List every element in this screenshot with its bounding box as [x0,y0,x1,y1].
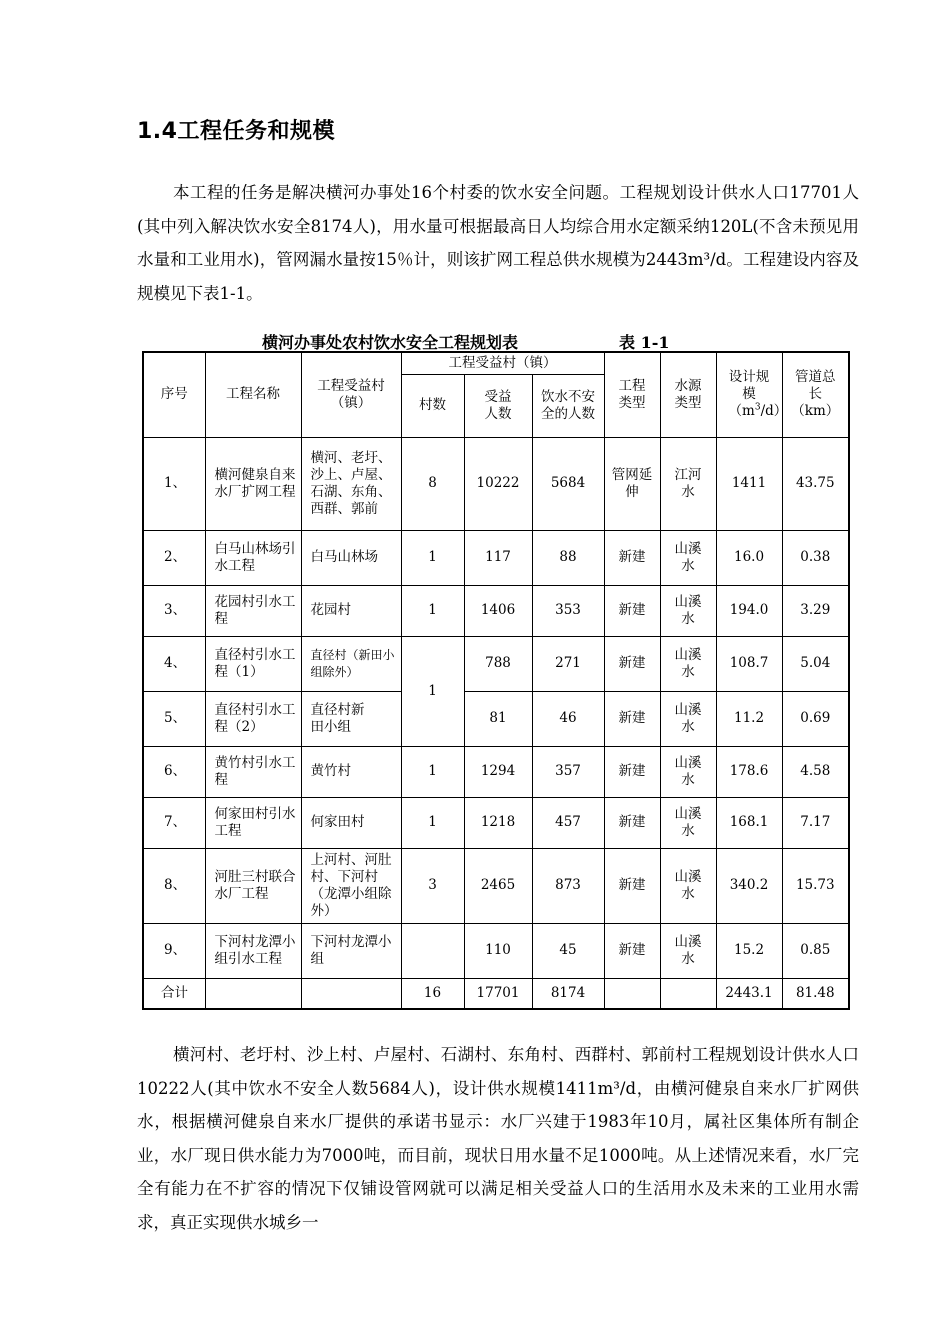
header-beneficiary-group: 工程受益村（镇） [401,352,604,374]
cell-unsafe: 46 [532,691,604,746]
intro-paragraph: 本工程的任务是解决横河办事处16个村委的饮水安全问题。工程规划设计供水人口17701人(其中列入解决饮水安全8174人)，用水量可根据最高日人均综合用水定额采纳120L(不含未预见用水量和工业用水)，管网漏水量按15％计，则该扩网工程总供水规模为2443m³/d。工程建设内容及规模见下表1-1。 [137,183,859,303]
cell-source: 山溪水 [660,797,716,848]
header-villages: 村数 [401,374,464,437]
cell-village: 黄竹村 [301,746,401,797]
cell-name: 白马山林场引水工程 [205,530,301,585]
cell-seq: 5、 [143,691,205,746]
cell-name: 河肚三村联合水厂工程 [205,848,301,923]
cell-seq: 2、 [143,530,205,585]
cell-name: 下河村龙潭小组引水工程 [205,923,301,978]
cell-pipe: 5.04 [782,636,849,691]
table-row [143,848,849,923]
cell-type: 新建 [604,636,660,691]
cell-pop: 110 [464,923,532,978]
cell-total-pop: 17701 [464,978,532,1009]
cell-pipe: 0.69 [782,691,849,746]
header-seq: 序号 [143,352,205,437]
header-scale [716,352,788,437]
cell-pop: 2465 [464,848,532,923]
cell-seq: 3、 [143,585,205,636]
cell-type: 新建 [604,746,660,797]
cell-village: 直径村（新田小组除外） [301,636,401,691]
section-heading: 1.4工程任务和规模 [137,119,335,144]
cell-count: 1 [401,746,464,797]
cell-name: 何家田村引水工程 [205,797,301,848]
cell-pipe: 0.38 [782,530,849,585]
cell-type: 新建 [604,530,660,585]
cell-total-count: 16 [401,978,464,1009]
header-scale-b: /d） [760,403,788,420]
cell-unsafe: 271 [532,636,604,691]
cell-scale: 178.6 [716,746,782,797]
table-row [143,923,849,978]
cell-village: 上河村、河肚村、下河村（龙潭小组除外） [301,848,401,923]
table-title: 横河办事处农村饮水安全工程规划表 [262,333,519,352]
table-number: 表 1-1 [619,333,670,352]
cell-source: 山溪水 [660,636,716,691]
cell-source: 山溪水 [660,746,716,797]
cell-type: 新建 [604,923,660,978]
cell-unsafe: 873 [532,848,604,923]
header-unsafe: 饮水不安全的人数 [532,374,604,437]
cell-scale: 108.7 [716,636,782,691]
cell-name: 直径村引水工程（1） [205,636,301,691]
detail-paragraph: 横河村、老圩村、沙上村、卢屋村、石湖村、东角村、西群村、郭前村工程规划设计供水人口10222人(其中饮水不安全人数5684人)，设计供水规模1411m³/d，由横河健泉自来水厂扩网供水，根据横河健泉自来水厂提供的承诺书显示：水厂兴建于1983年10月，属社区集体所有制企业，水厂现日供水能力为7000吨，而目前，现状日用水量不足1000吨。从上述情况来看，水厂完全有能力在不扩容的情况下仅铺设管网就可以满足相关受益人口的生活用水及未来的工业用水需求，真正实现供水城乡一 [137,1045,859,1232]
cell-unsafe: 88 [532,530,604,585]
cell-village: 下河村龙潭小组 [301,923,401,978]
cell-village: 横河、老圩、沙上、卢屋、石湖、东角、西群、郭前 [301,437,401,530]
cell-name: 花园村引水工程 [205,585,301,636]
cell-pipe: 15.73 [782,848,849,923]
table-row [143,437,849,530]
cell-total-pipe: 81.48 [782,978,849,1009]
cell-pipe: 43.75 [782,437,849,530]
cell-name: 直径村引水工程（2） [205,691,301,746]
table-row [143,797,849,848]
cell-type: 管网延伸 [604,437,660,530]
table-row [143,585,849,636]
cell-pop: 81 [464,691,532,746]
cell-total-scale: 2443.1 [716,978,782,1009]
cell-pop: 1294 [464,746,532,797]
cell-total-unsafe: 8174 [532,978,604,1009]
cell-pop: 117 [464,530,532,585]
total-row [143,978,849,1009]
cell-count: 1 [401,636,464,746]
table-row [143,691,849,746]
cell-scale: 1411 [716,437,782,530]
cell-scale: 340.2 [716,848,782,923]
cell-village: 何家田村 [301,797,401,848]
cell-source: 山溪水 [660,923,716,978]
cell-empty [604,978,660,1009]
cell-pop: 1218 [464,797,532,848]
cell-name: 横河健泉自来水厂扩网工程 [205,437,301,530]
cell-empty [301,978,401,1009]
cell-pipe: 7.17 [782,797,849,848]
cell-count [401,923,464,978]
cell-type: 新建 [604,585,660,636]
cell-count: 3 [401,848,464,923]
cell-scale: 16.0 [716,530,782,585]
cell-empty [660,978,716,1009]
cell-village: 白马山林场 [301,530,401,585]
table-row [143,636,849,691]
cell-pop: 788 [464,636,532,691]
cell-scale: 11.2 [716,691,782,746]
cell-count: 1 [401,530,464,585]
cell-pop: 10222 [464,437,532,530]
cell-source: 山溪水 [660,530,716,585]
cell-village: 花园村 [301,585,401,636]
header-source: 水源类型 [660,352,716,437]
cell-type: 新建 [604,691,660,746]
header-name: 工程名称 [205,352,301,437]
cell-name: 黄竹村引水工程 [205,746,301,797]
cell-count: 1 [401,797,464,848]
cell-pop: 1406 [464,585,532,636]
header-type: 工程类型 [604,352,660,437]
table-row [143,530,849,585]
cell-seq: 9、 [143,923,205,978]
cell-count: 8 [401,437,464,530]
header-pipe: 管道总长（km） [782,352,849,437]
header-population: 受益人数 [464,374,532,437]
cell-pipe: 3.29 [782,585,849,636]
cell-source: 江河水 [660,437,716,530]
table-caption [262,330,670,353]
cell-scale: 168.1 [716,797,782,848]
plan-table [142,351,850,1010]
table-row [143,746,849,797]
cell-count: 1 [401,585,464,636]
cell-unsafe: 353 [532,585,604,636]
cell-pipe: 4.58 [782,746,849,797]
header-scale-a: 设计规模（m [728,369,770,420]
cell-unsafe: 45 [532,923,604,978]
header-beneficiary: 工程受益村（镇） [301,352,401,437]
cell-source: 山溪水 [660,691,716,746]
cell-empty [205,978,301,1009]
cell-unsafe: 357 [532,746,604,797]
cell-scale: 194.0 [716,585,782,636]
cell-source: 山溪水 [660,585,716,636]
cell-seq: 8、 [143,848,205,923]
cell-village: 直径村新田小组 [301,691,401,746]
cell-seq: 4、 [143,636,205,691]
cell-unsafe: 5684 [532,437,604,530]
header-scale-sup: 3 [754,402,761,413]
cell-seq: 6、 [143,746,205,797]
cell-unsafe: 457 [532,797,604,848]
cell-type: 新建 [604,797,660,848]
cell-type: 新建 [604,848,660,923]
cell-total-label: 合计 [143,978,205,1009]
cell-scale: 15.2 [716,923,782,978]
cell-source: 山溪水 [660,848,716,923]
cell-pipe: 0.85 [782,923,849,978]
cell-seq: 1、 [143,437,205,530]
cell-seq: 7、 [143,797,205,848]
